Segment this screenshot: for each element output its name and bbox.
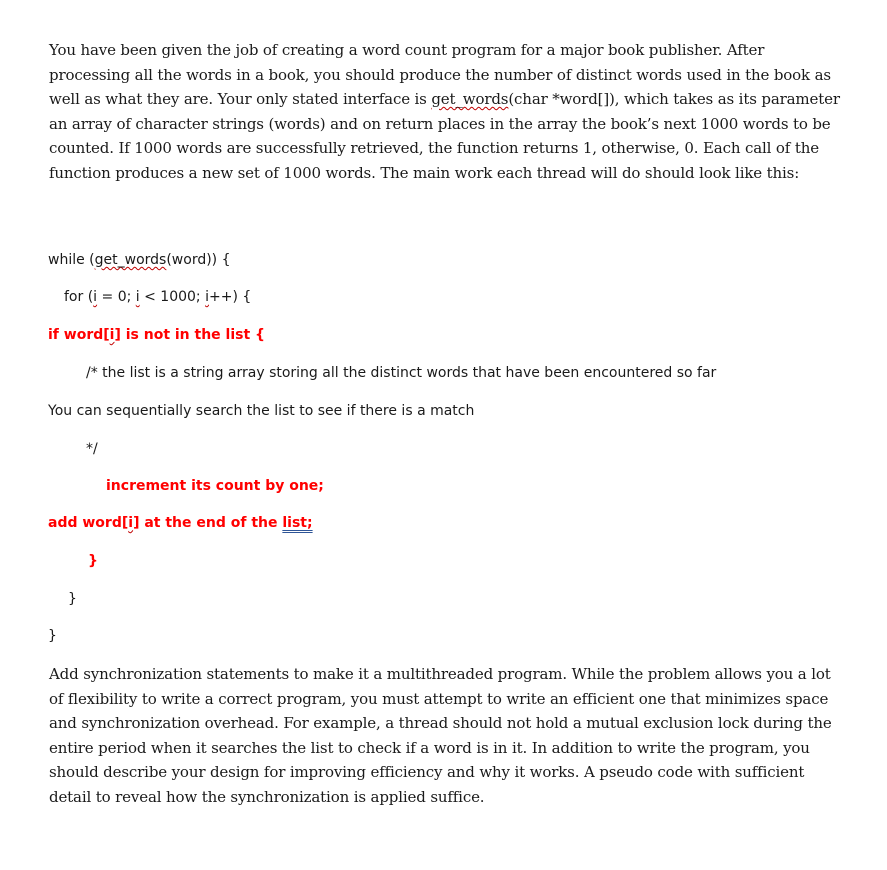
code-close-while-brace: }: [48, 628, 57, 644]
outro-paragraph: Add synchronization statements to make it a multithreaded program. While the problem allows you a lot of flexibility to write a correct program, you must attempt to write an efficient one that minimizes space and synchronization overhead. For example, a thread should not hold a mutual exclusion lock during the entire period when it searches the list to check if a word is in it. In addition to write the program, you should describe your design for improving efficiency and why it works. A pseudo code with sufficient detail to reveal how the synchronization is applied suffice.: [49, 665, 832, 806]
code-add-list-word: list;: [282, 515, 313, 531]
code-comment-line-1: /* the list is a string array storing all the distinct words that have been encountered so far: [86, 365, 717, 381]
code-if-index: i: [109, 327, 115, 343]
code-add-index: i: [128, 515, 134, 531]
code-add-line: [48, 514, 313, 532]
intro-paragraph: [49, 38, 849, 186]
code-for-index-3: i: [205, 289, 209, 305]
code-for-prefix: for (: [64, 289, 94, 305]
intro-function-name: get_words: [431, 90, 509, 109]
intro-text-after: (char *word[]), which takes as its parameter an array of character strings (words) and on return places in the array the book’s next 1000 words to be counted. If 1000 words are successfully retrieved, the function returns 1, otherwise, 0. Each call of the function produces a new set of 1000 words. The main work each thread will do should look like this:: [49, 90, 840, 182]
code-while-function: get_words: [94, 252, 167, 268]
code-for-index-2: i: [135, 289, 140, 305]
code-for-mid-1: = 0;: [97, 289, 136, 305]
code-while-line: [48, 251, 231, 269]
code-comment-line-2: You can sequentially search the list to see if there is a match: [48, 403, 475, 419]
code-if-suffix: ] is not in the list {: [114, 327, 266, 343]
code-while-suffix: (word)) {: [166, 252, 231, 268]
code-for-index-1: i: [93, 289, 98, 305]
code-close-if-brace: }: [88, 553, 98, 569]
code-if-prefix: if word[: [48, 327, 110, 343]
code-add-mid: ] at the end of the: [133, 515, 283, 531]
code-close-for-brace: }: [68, 591, 77, 607]
intro-text-before: You have been given the job of creating a word count program for a major book publisher. After processing all the words in a book, you should produce the number of distinct words used in the book as well as what they are. Your only stated interface is: [49, 41, 831, 109]
code-if-line: [48, 326, 265, 344]
code-increment-line: increment its count by one;: [106, 478, 324, 494]
code-comment-end: */: [86, 441, 98, 457]
code-for-suffix: ++) {: [209, 289, 252, 305]
code-for-mid-2: < 1000;: [139, 289, 206, 305]
code-for-line: [64, 288, 251, 306]
code-add-prefix: add word[: [48, 515, 129, 531]
code-while-prefix: while (: [48, 252, 95, 268]
